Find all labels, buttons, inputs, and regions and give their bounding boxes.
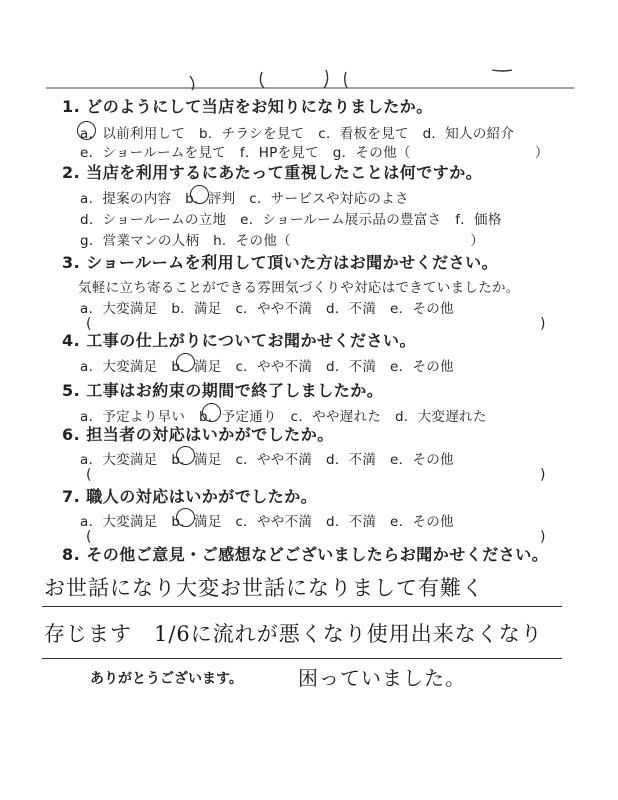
options-line: a．提案の内容 b．評判 c．サービスや対応のよさ: [80, 191, 409, 207]
answer-circle: [176, 446, 195, 465]
options-line: a．予定より早い b．予定通り c．やや遅れた d．大変遅れた: [80, 409, 487, 425]
paren-open: (: [86, 467, 92, 483]
options-line: a．大変満足 b．満足 c．やや不満 d．不満 e．その他: [80, 359, 454, 375]
question-title: 4. 工事の仕上がりについてお聞かせください。: [62, 331, 416, 350]
options-line: a．大変満足 b．満足 c．やや不満 d．不満 e．その他: [80, 452, 454, 468]
question-title: 7. 職人の対応はいかがでしたか。: [62, 487, 318, 506]
handwritten-line-3: 困っていました。: [298, 666, 466, 690]
options-line: a．大変満足 b．満足 c．やや不満 d．不満 e．その他: [80, 514, 454, 530]
question-title: 8. その他ご意見・ご感想などございましたらお聞かせください。: [62, 545, 549, 564]
paren-open: (: [86, 316, 92, 332]
options-line: a．以前利用して b．チラシを見て c．看板を見て d．知人の紹介: [80, 126, 515, 142]
options-line: d．ショールームの立地 e．ショールーム展示品の豊富さ f．価格: [80, 212, 502, 228]
question-title: 6. 担当者の対応はいかがでしたか。: [62, 425, 334, 444]
answer-circle: [176, 508, 195, 527]
paren-close: ): [540, 316, 546, 332]
question-subtext: 気軽に立ち寄ることができる雰囲気づくりや対応はできていましたか。: [78, 280, 520, 296]
writing-rule: [42, 606, 562, 607]
paren-close: ): [540, 529, 546, 545]
closing-thanks: ありがとうございます。: [90, 671, 243, 687]
handwritten-line-2: 存じます 1/6に流れが悪くなり使用出来なくなり: [44, 622, 543, 646]
question-title: 3. ショールームを利用して頂いた方はお聞かせください。: [62, 253, 499, 272]
question-title: 2. 当店を利用するにあたって重視したことは何ですか。: [62, 163, 483, 182]
answer-circle: [190, 185, 209, 204]
paren-open: (: [86, 529, 92, 545]
question-title: 5. 工事はお約束の期間で終了しましたか。: [62, 381, 384, 400]
options-line: g．営業マンの人柄 h．その他（ ）: [80, 233, 485, 249]
cropped-top-marks: [40, 62, 580, 92]
answer-circle: [176, 353, 195, 372]
handwritten-line-1: お世話になり大変お世話になりまして有難く: [44, 576, 484, 600]
question-title: 1. どのようにして当店をお知りになりましたか。: [62, 97, 433, 116]
paren-close: ): [540, 467, 546, 483]
options-line: e．ショールームを見て f．HPを見て g．その他（ ）: [80, 145, 549, 161]
survey-sheet: [40, 62, 580, 714]
options-line: a．大変満足 b．満足 c．やや不満 d．不満 e．その他: [80, 301, 454, 317]
answer-circle: [202, 403, 221, 422]
writing-rule: [42, 658, 562, 659]
answer-circle: [77, 121, 96, 140]
